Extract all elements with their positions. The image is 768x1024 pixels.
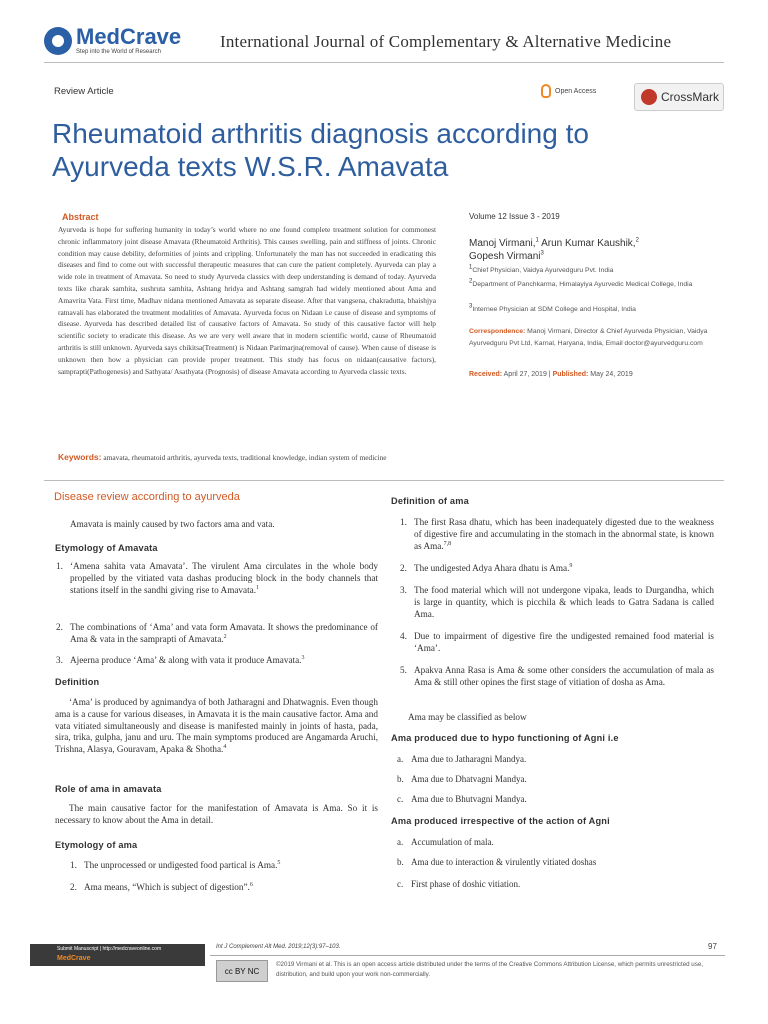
list-text: Ama due to Bhutvagni Mandya. (411, 794, 527, 804)
list-text: The undigested Adya Ahara dhatu is Ama. (414, 563, 570, 573)
list-item (397, 879, 711, 891)
keywords (58, 452, 436, 464)
publication-dates: Received: April 27, 2019 | Published: May 24, 2019 (469, 371, 633, 378)
author-2[interactable]: Arun Kumar Kaushik, (538, 238, 636, 249)
list-number: 5. (400, 665, 407, 675)
list-item (400, 631, 714, 655)
list-number: 3. (56, 655, 63, 665)
list-text: Ama means, “Which is subject of digestion”. (84, 882, 250, 892)
list-number: 2. (70, 882, 77, 892)
list-number: 3. (400, 585, 407, 595)
list-letter: a. (397, 837, 404, 847)
reference[interactable]: 6 (249, 881, 253, 888)
reference[interactable]: 4 (223, 744, 227, 751)
role-of-ama-heading: Role of ama in amavata (55, 784, 162, 794)
definition-of-ama-heading: Definition of ama (391, 496, 469, 506)
affiliation-1 (469, 266, 709, 276)
list-item (56, 622, 378, 646)
authors (469, 237, 709, 263)
medcrave-logo[interactable] (44, 26, 181, 55)
journal-title: International Journal of Complementary & Alternative Medicine (220, 32, 672, 51)
reference[interactable]: 3 (301, 654, 305, 661)
list-item (400, 585, 714, 620)
author-3-affil: 3 (540, 250, 544, 257)
affiliation-num: 2 (469, 278, 473, 285)
reference[interactable]: 7,8 (443, 540, 452, 547)
footer-brand: MedCrave (57, 955, 91, 962)
affiliation-text: Chief Physician, Vaidya Ayurvedguru Pvt. India (472, 267, 614, 274)
list-number: 2. (56, 622, 63, 632)
definition-text: ‘Ama’ is produced by agnimandya of both Jatharagni and Dhatwagnis. Even though ama is a cause for various diseases, in Amavata it is the main causative factor. Ama and vata vitiated simultaneously and disease is manifested mainly in joints of hasta, pada, sira, trika, gulpha, janu and uru. The main symptoms produced are Angamarda Aruchi, Trishna, Alasya, Gouravam, Apaka & Shotha. (55, 697, 378, 755)
reference[interactable]: 2 (223, 633, 227, 640)
list-number: 2. (400, 563, 407, 573)
affiliation-num: 3 (469, 303, 473, 310)
author-1[interactable]: Manoj Virmani, (469, 238, 536, 249)
crossmark-label: CrossMark (661, 90, 720, 104)
list-letter: a. (397, 754, 404, 764)
list-text: Accumulation of mala. (411, 837, 494, 847)
author-2-affil: 2 (635, 237, 639, 244)
list-text: The combinations of ‘Ama’ and vata form Amavata. It shows the predominance of Ama & vata in the samprapti of Amavata. (70, 622, 378, 644)
list-text: First phase of doshic vitiation. (411, 879, 521, 889)
keywords-text: amavata, rheumatoid arthritis, ayurveda texts, traditional knowledge, indian system of medicine (103, 453, 387, 462)
list-text: Ajeerna produce ‘Ama’ & along with vata it produce Amavata. (70, 655, 302, 665)
cc-license-icon[interactable]: cc BY NC (216, 960, 268, 982)
list-text: The unprocessed or undigested food partical is Ama. (84, 860, 278, 870)
reference[interactable]: 5 (277, 859, 281, 866)
reference[interactable]: 1 (256, 584, 260, 591)
list-text: The first Rasa dhatu, which has been inadequately digested due to the weakness of digestive fire and accumulating in the stomach in the abnormal state, is known as Ama. (414, 517, 714, 551)
list-item (70, 859, 378, 872)
license-text: ©2019 Virmani et al. This is an open access article distributed under the terms of the Creative Commons Attribution License, which permits unrestricted use, distribution, and build upon your work non-commercially. (276, 961, 704, 978)
correspondence (469, 326, 719, 350)
affiliation-3 (469, 305, 709, 315)
list-item (397, 794, 711, 806)
affiliation-text: Internee Physician at SDM College and Hospital, India (472, 306, 636, 313)
definition-heading: Definition (55, 677, 100, 687)
list-item (400, 517, 714, 552)
submit-manuscript-link[interactable]: Submit Manuscript | http://medcraveonline.com (57, 946, 162, 952)
list-text: Apakva Anna Rasa is Ama & some other considers the accumulation of mala as Ama & still other opines the first stage of vitiation of dosha as Ama. (414, 665, 714, 687)
list-item (70, 881, 378, 894)
intro-paragraph: Amavata is mainly caused by two factors ama and vata. (70, 519, 275, 529)
list-item (397, 837, 711, 849)
list-letter: c. (397, 879, 404, 889)
correspondence-text: Manoj Virmani, Director & Chief Ayurveda Physician, Vaidya Ayurvedguru Pvt Ltd, Karnal, Haryana, India, Email doctor@ayurvedguru.com (469, 328, 708, 347)
list-text: Ama due to interaction & virulently vitiated doshas (411, 857, 597, 867)
abstract-text: Ayurveda is hope for suffering humanity in today’s world where no one found complete treatment solution for commonest chronic inflammatory joint disease Amavata (Rheumatoid Arthritis). This causes swelling, pain and stiffness of joints. Chronic condition may cause debility, deformities of joints and crippling. Unfortunately the man has not succeeded in eradicating this diseases and find to come out with successful therapeutic measures that can cure the patient completely. Ayurveda can play a wide role in treatment of Amavata. So need to study Ayurveda classics with deep understanding is demand of today. Ayurveda texts like charak samhita, sushruta samhita, Ashtang hridya and Ashtang samgrah had widely mentioned about Ama and Amavrita Vata. First time, Madhav nidana mentioned Amavata as separate disease. After that vangsena, chakradutta, bhaishjya ratnavali has elaborated the treatment modalities of Amavata. Ayurveda focus on Nidaan i.e cause of disease and symptoms of disease. Ayurveda has described detailed list of causative factors of Amavata. So study of this causative factor will help scientific society to eradicate this disease. As we are very well aware that in modern scientific world, cause of Rheumatoid arthritis is still unknown. Ayurveda says chikitsa(Treatment) is Nidaan Parimarjna(removal of cause). When cause of disease is unknown then how a physician can provide proper treatment. This study has focus on nidaan(causative factors), samprapti(Pathogenesis) and Sathyata/ Asathyata (Prognosis) of disease Amavata according to Ayurveda classic texts. (58, 225, 436, 376)
brand-name: MedCrave (76, 24, 182, 49)
article-title: Rheumatoid arthritis diagnosis according to Ayurveda texts W.S.R. Amavata (52, 118, 589, 182)
crossmark-icon (641, 89, 657, 105)
list-letter: b. (397, 857, 404, 867)
article-type: Review Article (54, 86, 114, 97)
open-access-label: Open Access (555, 87, 597, 95)
section-heading: Disease review according to ayurveda (54, 491, 240, 503)
page-number: 97 (708, 942, 717, 951)
published-date: May 24, 2019 (590, 371, 633, 378)
hypo-functioning-heading: Ama produced due to hypo functioning of Agni i.e (391, 733, 619, 743)
keywords-label: Keywords: (58, 452, 102, 462)
list-number: 1. (400, 517, 407, 527)
list-item (56, 654, 378, 667)
crossmark-button[interactable] (634, 83, 724, 111)
list-item (400, 562, 714, 575)
affiliation-2 (469, 280, 709, 290)
author-3[interactable]: Gopesh Virmani (469, 251, 541, 262)
list-number: 1. (56, 561, 63, 571)
received-date: April 27, 2019 (503, 371, 547, 378)
list-number: 4. (400, 631, 407, 641)
affiliation-text: Department of Panchkarma, Himalayiya Ayurvedic Medical College, India (472, 281, 693, 288)
reference[interactable]: 9 (569, 562, 573, 569)
role-paragraph: The main causative factor for the manifestation of Amavata is Ama. So it is necessary to know about the Ama in detail. (55, 803, 378, 825)
section-divider (44, 480, 724, 481)
open-access-badge[interactable] (541, 84, 596, 98)
published-label: Published: (552, 371, 589, 378)
etymology-amavata-heading: Etymology of Amavata (55, 543, 158, 553)
abstract-heading: Abstract (62, 212, 99, 222)
open-access-lock-icon (541, 84, 551, 98)
list-text: Ama due to Dhatvagni Mandya. (411, 774, 527, 784)
medcrave-logo-icon (44, 27, 72, 55)
classification-intro: Ama may be classified as below (408, 712, 527, 722)
affiliation-num: 1 (469, 264, 473, 271)
list-item (397, 774, 711, 786)
list-item (397, 754, 711, 766)
citation: Int J Complement Alt Med. 2019;12(3):97‒103. (216, 944, 341, 950)
definition-paragraph (55, 697, 378, 756)
footer-divider (210, 955, 725, 956)
list-text: Due to impairment of digestive fire the undigested remained food material is ‘Ama’. (414, 631, 714, 653)
list-number: 1. (70, 860, 77, 870)
correspondence-label: Correspondence: (469, 328, 526, 335)
received-label: Received: (469, 371, 503, 378)
list-item (56, 561, 378, 596)
list-letter: b. (397, 774, 404, 784)
header-divider (44, 62, 724, 63)
etymology-ama-heading: Etymology of ama (55, 840, 138, 850)
irrespective-heading: Ama produced irrespective of the action of Agni (391, 816, 610, 826)
author-1-affil: 1 (535, 237, 539, 244)
list-item (397, 857, 711, 869)
list-item (400, 665, 714, 689)
volume-issue: Volume 12 Issue 3 - 2019 (469, 212, 560, 221)
list-letter: c. (397, 794, 404, 804)
list-text: ‘Amena sahita vata Amavata’. The virulent Ama circulates in the whole body propelled by the vitiated vata dashas producing block in the body channels that stations itself in the sandhi giving rise to Amavata. (70, 561, 378, 595)
list-text: The food material which will not undergone vipaka, leads to Durgandha, which is large in quantity, which is picchila & which leads to Gatra Sadana is called Ama. (414, 585, 714, 619)
brand-tagline: Step into the World of Research (76, 49, 161, 55)
list-text: Ama due to Jatharagni Mandya. (411, 754, 527, 764)
